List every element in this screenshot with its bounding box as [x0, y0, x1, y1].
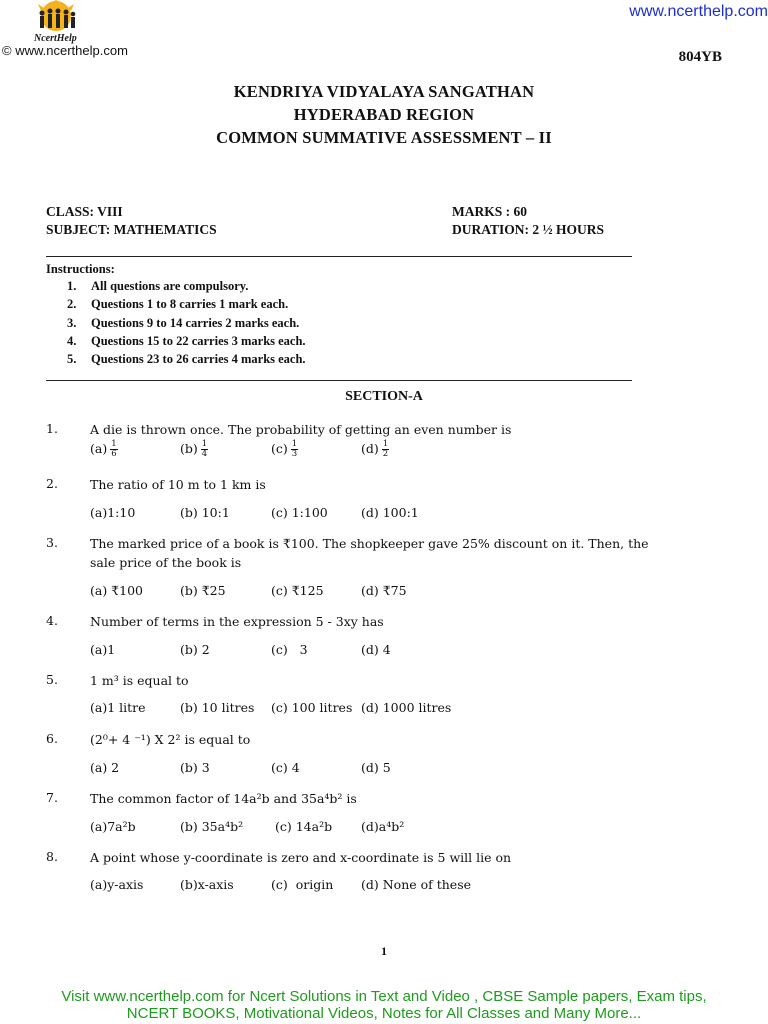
page-number: 1	[381, 944, 387, 958]
option-c: (c) ₹125	[271, 583, 324, 598]
fraction: $\frac{1}{2}$	[382, 439, 389, 459]
option-a: (a)7a²b	[90, 819, 136, 834]
question-text: The common factor of 14a²b and 35a⁴b² is	[90, 791, 357, 806]
option-c: (c) 1:100	[271, 505, 328, 520]
option-d: (d)a⁴b²	[361, 819, 405, 834]
title-line-3: COMMON SUMMATIVE ASSESSMENT – II	[216, 128, 552, 147]
footer-line-1[interactable]: Visit www.ncerthelp.com for Ncert Solutions in Text and Video , CBSE Sample papers, Exam tips,	[61, 988, 707, 1005]
question-number: 1.	[46, 421, 58, 436]
option-d: (d) ₹75	[361, 583, 407, 598]
option-b: (b) 3	[180, 760, 210, 775]
option-a: (a) 2	[90, 760, 120, 775]
copyright-text: © www.ncerthelp.com	[2, 43, 128, 58]
question-text: The ratio of 10 m to 1 km is	[90, 477, 266, 492]
question-number: 8.	[46, 849, 58, 864]
instruction-item: 1. All questions are compulsory.	[67, 279, 249, 293]
question-text: A point whose y-coordinate is zero and x-coordinate is 5 will lie on	[90, 850, 512, 865]
instruction-item: 4. Questions 15 to 22 carries 3 marks each.	[67, 334, 306, 348]
question-text: 1 m³ is equal to	[90, 673, 189, 688]
question-number: 7.	[46, 790, 58, 805]
paper-code: 804YB	[678, 49, 722, 65]
option-a: (a)1 litre	[90, 700, 146, 715]
logo-text: NcertHelp	[34, 33, 77, 44]
option-b: (b) $\frac{1}{4}$	[180, 439, 208, 459]
duration-label: DURATION: 2 ½ HOURS	[452, 222, 605, 237]
question-number: 5.	[46, 672, 58, 687]
marks-label: MARKS : 60	[452, 204, 527, 219]
option-d: (d) $\frac{1}{2}$	[361, 439, 389, 459]
option-d: (d) 100:1	[361, 505, 419, 520]
option-c: (c) $\frac{1}{3}$	[271, 439, 298, 459]
option-b: (b) 2	[180, 642, 210, 657]
question-number: 2.	[46, 476, 58, 491]
footer-line-2[interactable]: NCERT BOOKS, Motivational Videos, Notes for All Classes and Many More...	[126, 1005, 642, 1022]
fraction: $\frac{1}{4}$	[201, 439, 208, 459]
option-a: (a)1:10	[90, 505, 136, 520]
option-b: (b) 10:1	[180, 505, 230, 520]
title-line-1: KENDRIYA VIDYALAYA SANGATHAN	[233, 82, 535, 101]
option-c: (c) 4	[271, 760, 300, 775]
question-text: (2⁰+ 4 ⁻¹) X 2² is equal to	[90, 732, 251, 747]
option-d: (d) 1000 litres	[361, 700, 452, 715]
option-a: (a) ₹100	[90, 583, 143, 598]
site-link[interactable]: www.ncerthelp.com	[629, 3, 768, 20]
option-c: (c) origin	[271, 877, 334, 892]
instruction-item: 3. Questions 9 to 14 carries 2 marks each.	[67, 316, 300, 330]
instructions-heading: Instructions:	[46, 262, 115, 276]
divider	[46, 256, 632, 257]
option-b: (b) ₹25	[180, 583, 226, 598]
divider	[46, 380, 632, 381]
question-text: A die is thrown once. The probability of getting an even number is	[90, 422, 512, 437]
fraction: $\frac{1}{3}$	[291, 439, 298, 459]
option-a: (a) $\frac{1}{6}$	[90, 439, 117, 459]
question-text: The marked price of a book is ₹100. The shopkeeper gave 25% discount on it. Then, the sale price of the book is	[90, 536, 649, 570]
option-a: (a)y-axis	[90, 877, 144, 892]
instruction-item: 2. Questions 1 to 8 carries 1 mark each.	[67, 297, 289, 311]
question-number: 4.	[46, 613, 58, 628]
option-a: (a)1	[90, 642, 116, 657]
fraction: $\frac{1}{6}$	[111, 439, 117, 459]
option-b: (b) 35a⁴b²	[180, 819, 244, 834]
option-b: (b) 10 litres	[180, 700, 255, 715]
option-d: (d) None of these	[361, 877, 472, 892]
question-number: 3.	[46, 535, 58, 550]
class-label: CLASS: VIII	[46, 204, 123, 219]
option-c: (c) 14a²b	[275, 819, 333, 834]
instruction-item: 5. Questions 23 to 26 carries 4 marks each.	[67, 352, 306, 366]
question-text: Number of terms in the expression 5 - 3xy has	[90, 614, 384, 629]
option-c: (c) 100 litres	[271, 700, 353, 715]
section-heading: SECTION-A	[345, 389, 423, 404]
option-d: (d) 4	[361, 642, 391, 657]
subject-label: SUBJECT: MATHEMATICS	[46, 222, 217, 237]
question-number: 6.	[46, 731, 58, 746]
option-b: (b)x-axis	[180, 877, 234, 892]
title-line-2: HYDERABAD REGION	[293, 105, 475, 124]
option-d: (d) 5	[361, 760, 391, 775]
option-c: (c) 3	[271, 642, 308, 657]
